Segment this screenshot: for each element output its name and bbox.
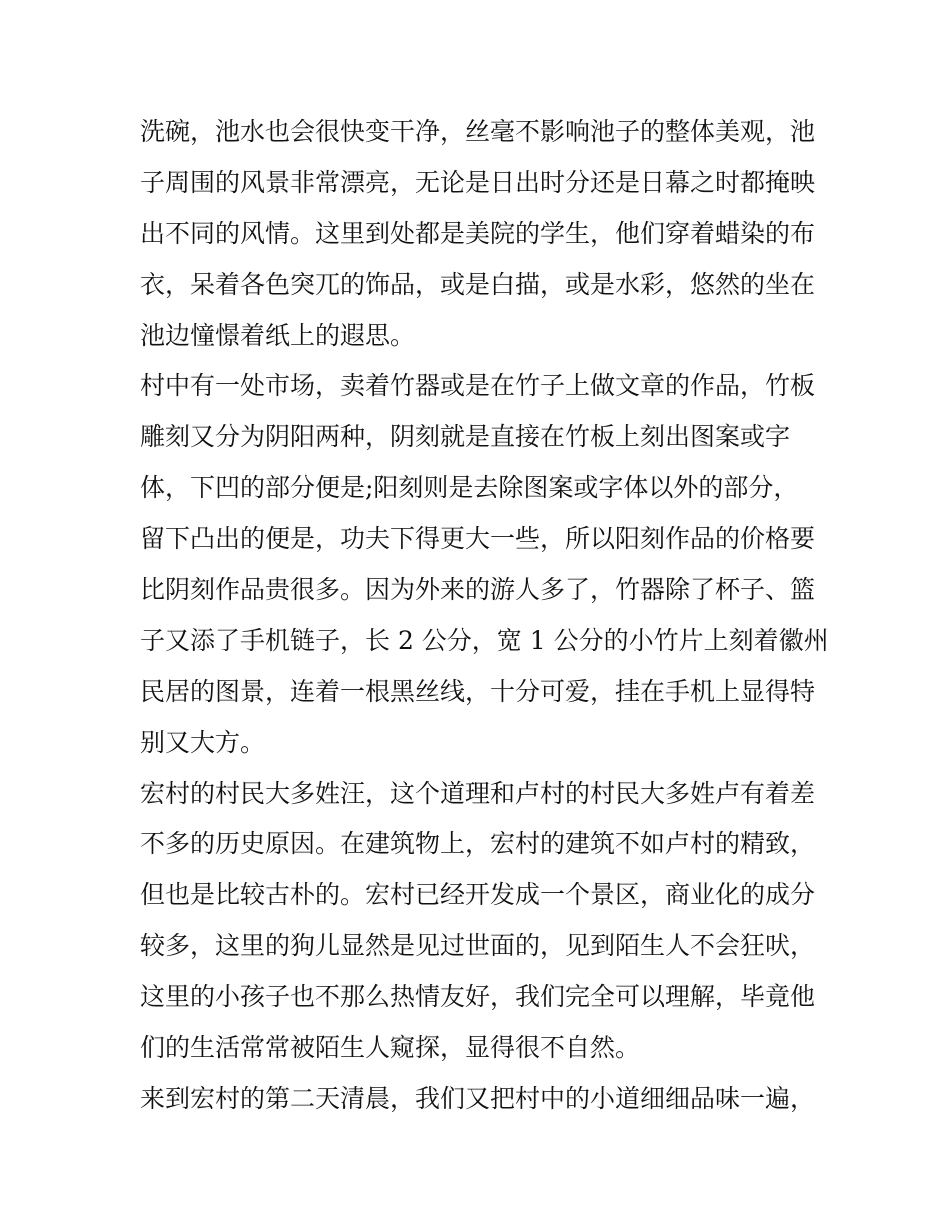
text-line: 体，下凹的部分便是;阳刻则是去除图案或字体以外的部分， xyxy=(140,473,799,503)
text-line: 子周围的风景非常漂亮，无论是日出时分还是日幕之时都掩映 xyxy=(140,167,816,197)
text-line: 民居的图景，连着一根黑丝线，十分可爱，挂在手机上显得特 xyxy=(140,676,816,706)
text-line: 洗碗，池水也会很快变干净，丝毫不影响池子的整体美观，池 xyxy=(140,117,816,146)
text-line: 们的生活常常被陌生人窥探，显得很不自然。 xyxy=(140,1033,641,1063)
text-line: 雕刻又分为阴阳两种，阴刻就是直接在竹板上刻出图案或字 xyxy=(140,422,791,452)
text-line: 但也是比较古朴的。宏村已经开发成一个景区，商业化的成分 xyxy=(140,880,816,910)
text-line: 来到宏村的第二天清晨，我们又把村中的小道细细品味一遍， xyxy=(140,1083,816,1113)
text-line: 这里的小孩子也不那么热情友好，我们完全可以理解，毕竟他 xyxy=(140,982,816,1012)
text-line: 不多的历史原因。在建筑物上，宏村的建筑不如卢村的精致， xyxy=(140,829,816,859)
text-line: 比阴刻作品贵很多。因为外来的游人多了，竹器除了杯子、篮 xyxy=(140,575,816,605)
text-line: 子又添了手机链子，长 2 公分，宽 1 公分的小竹片上刻着徽州 xyxy=(140,625,829,655)
text-line: 村中有一处市场，卖着竹器或是在竹子上做文章的作品，竹板 xyxy=(140,371,816,401)
body-text xyxy=(140,107,840,1125)
text-line: 宏村的村民大多姓汪，这个道理和卢村的村民大多姓卢有着差 xyxy=(140,778,816,808)
text-line: 衣，呆着各色突兀的饰品，或是白描，或是水彩，悠然的坐在 xyxy=(140,269,816,299)
text-line: 较多，这里的狗儿显然是见过世面的，见到陌生人不会狂吠， xyxy=(140,931,816,961)
text-line: 别又大方。 xyxy=(140,727,266,757)
text-line: 池边憧憬着纸上的遐思。 xyxy=(140,320,416,350)
text-line: 出不同的风情。这里到处都是美院的学生，他们穿着蜡染的布 xyxy=(140,218,816,248)
text-line: 留下凸出的便是，功夫下得更大一些，所以阳刻作品的价格要 xyxy=(140,524,816,554)
